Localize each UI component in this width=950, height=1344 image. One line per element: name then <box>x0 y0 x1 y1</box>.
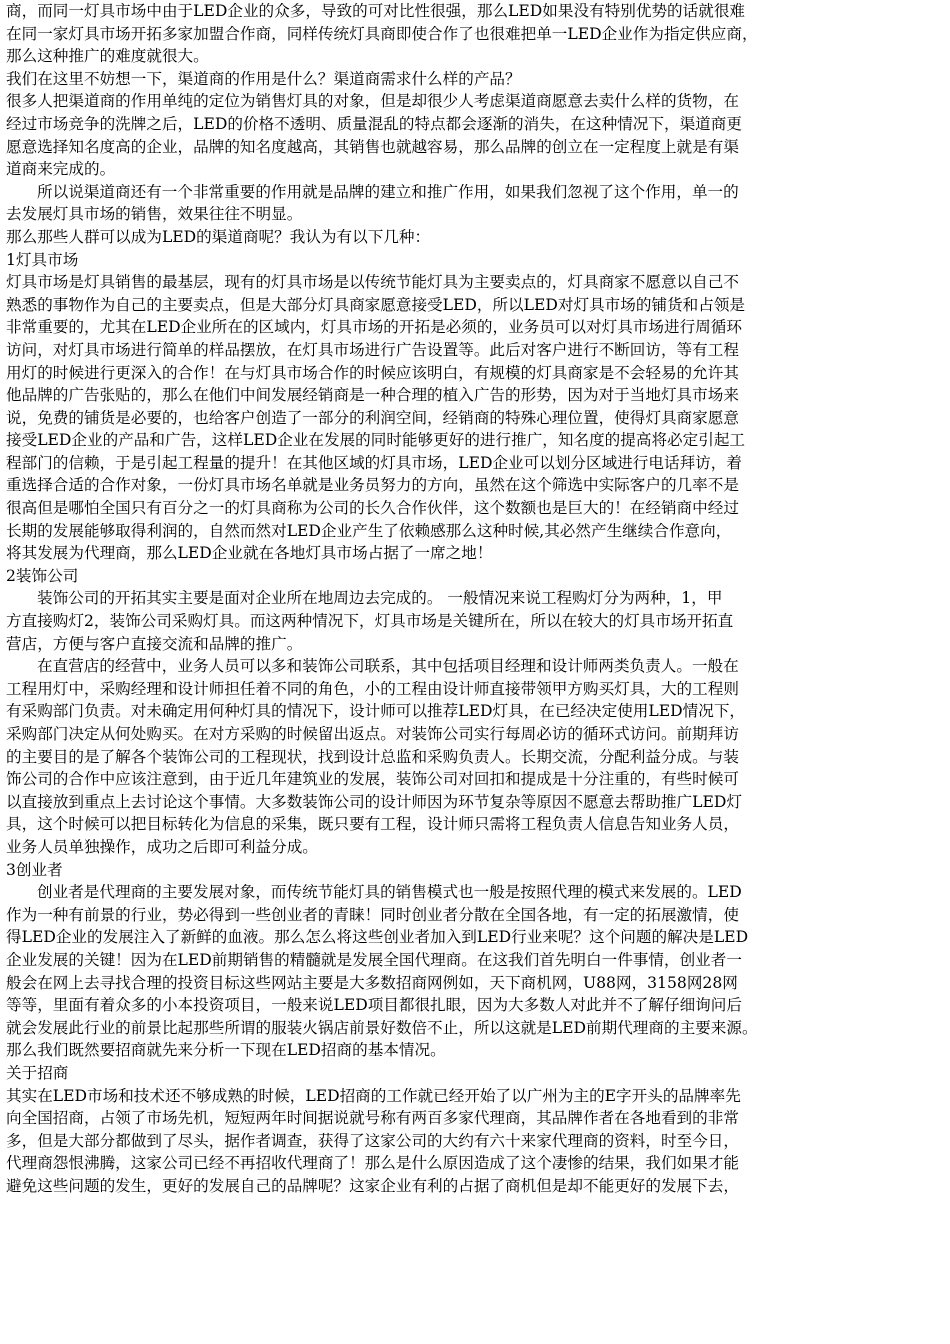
text-line: 长期的发展能够取得利润的，自然而然对LED企业产生了依赖感那么这种时候,其必然产生继续合作意向， <box>6 521 732 540</box>
text-line: 2装饰公司 <box>6 566 79 585</box>
text-line: 关于招商 <box>6 1063 69 1082</box>
text-line: 程部门的信赖，于是引起工程量的提升！在其他区域的灯具市场，LED企业可以划分区域进行电话拜访，着 <box>6 453 742 472</box>
text-line: 很多人把渠道商的作用单纯的定位为销售灯具的对象，但是却很少人考虑渠道商愿意去卖什么样的货物，在 <box>6 92 739 111</box>
text-line: 商，而同一灯具市场中由于LED企业的众多，导致的可对比性很强，那么LED如果没有特别优势的话就很难 <box>6 2 746 20</box>
text-line: 工程用灯中，采购经理和设计师担任着不同的角色，小的工程由设计师直接带领甲方购买灯具，大的工程则 <box>6 679 739 698</box>
text-line: 我们在这里不妨想一下，渠道商的作用是什么？渠道商需求什么样的产品？ <box>6 69 521 88</box>
text-line: 以直接放到重点上去讨论这个事情。大多数装饰公司的设计师因为环节复杂等原因不愿意去帮助推广LED灯 <box>6 792 742 811</box>
text-line: 接受LED企业的产品和广告，这样LED企业在发展的同时能够更好的进行推广，知名度的提高将必定引起工 <box>6 431 746 450</box>
text-line: 营店，方便与客户直接交流和品牌的推广。 <box>6 634 303 653</box>
text-line: 向全国招商，占领了市场先机，短短两年时间据说就号称有两百多家代理商，其品牌作者在各地看到的非常 <box>6 1109 739 1128</box>
text-line: 方直接购灯2，装饰公司采购灯具。而这两种情况下，灯具市场是关键所在，所以在较大的灯具市场开拓直 <box>6 612 734 631</box>
text-line: 的主要目的是了解各个装饰公司的工程现状，找到设计总监和采购负责人。长期交流，分配利益分成。与装 <box>6 747 739 766</box>
text-line: 去发展灯具市场的销售，效果往往不明显。 <box>6 205 303 224</box>
text-line: 那么那些人群可以成为LED的渠道商呢？我认为有以下几种： <box>6 227 431 246</box>
text-line: 说，免费的铺货是必要的，也给客户创造了一部分的利润空间，经销商的特殊心理位置，使得灯具商家愿意 <box>6 408 739 427</box>
text-line: 得LED企业的发展注入了新鲜的血液。那么怎么将这些创业者加入到LED行业来呢？这个问题的解决是LED <box>6 928 749 947</box>
text-line: 1灯具市场 <box>6 250 79 269</box>
text-line: 在同一家灯具市场开拓多家加盟合作商，同样传统灯具商即使合作了也很难把单一LED企业作为指定供应商， <box>6 24 758 43</box>
text-line: 所以说渠道商还有一个非常重要的作用就是品牌的建立和推广作用，如果我们忽视了这个作用，单一的 <box>37 182 739 201</box>
text-line: 有采购部门负责。对未确定用何种灯具的情况下，设计师可以推荐LED灯具，在已经决定使用LED情况下， <box>6 702 746 721</box>
text-line: 3创业者 <box>6 860 63 879</box>
text-line: 饰公司的合作中应该注意到，由于近几年建筑业的发展，装饰公司对回扣和提成是十分注重的，有些时候可 <box>6 770 739 789</box>
text-line: 他品牌的广告张贴的，那么在他们中间发展经销商是一种合理的植入广告的形势，因为对于当地灯具市场来 <box>6 386 739 405</box>
text-line: 愿意选择知名度高的企业，品牌的知名度越高，其销售也就越容易，那么品牌的创立在一定程度上就是有渠 <box>6 137 739 156</box>
text-line: 装饰公司的开拓其实主要是面对企业所在地周边去完成的。 一般情况来说工程购灯分为两种，1，甲 <box>37 589 723 608</box>
text-line: 避免这些问题的发生，更好的发展自己的品牌呢？这家企业有利的占据了商机但是却不能更好的发展下去， <box>6 1176 739 1195</box>
text-line: 多，但是大部分都做到了尽头，据作者调查，获得了这家公司的大约有六十来家代理商的资料，时至今日， <box>6 1131 739 1150</box>
text-line: 道商来完成的。 <box>6 160 116 179</box>
text-line: 那么我们既然要招商就先来分析一下现在LED招商的基本情况。 <box>6 1041 446 1060</box>
text-line: 代理商怨恨沸腾，这家公司已经不再招收代理商了！那么是什么原因造成了这个凄惨的结果，我们如果才能 <box>6 1154 739 1173</box>
text-line: 重选择合适的合作对象，一份灯具市场名单就是业务员努力的方向，虽然在这个筛选中实际客户的几率不是 <box>6 476 739 495</box>
text-line: 就会发展此行业的前景比起那些所谓的服装火锅店前景好数倍不止，所以这就是LED前期代理商的主要来源。 <box>6 1018 758 1037</box>
text-line: 在直营店的经营中，业务人员可以多和装饰公司联系，其中包括项目经理和设计师两类负责人。一般在 <box>37 657 739 676</box>
text-line: 灯具市场是灯具销售的最基层，现有的灯具市场是以传统节能灯具为主要卖点的，灯具商家不愿意以自己不 <box>6 273 739 292</box>
text-line: 般会在网上去寻找合理的投资目标这些网站主要是大多数招商网例如，天下商机网，U88网，3158网28网 <box>6 973 738 992</box>
text-line: 作为一种有前景的行业，势必得到一些创业者的青睐！同时创业者分散在全国各地，有一定的拓展激情，使 <box>6 905 739 924</box>
text-line: 创业者是代理商的主要发展对象，而传统节能灯具的销售模式也一般是按照代理的模式来发展的。LED <box>37 883 742 902</box>
text-line: 将其发展为代理商，那么LED企业就在各地灯具市场占据了一席之地！ <box>6 544 493 563</box>
text-line: 等等，里面有着众多的小本投资项目，一般来说LED项目都很扎眼，因为大多数人对此并不了解仔细询问后 <box>6 996 742 1015</box>
text-line: 熟悉的事物作为自己的主要卖点，但是大部分灯具商家愿意接受LED，所以LED对灯具市场的铺货和占领是 <box>6 295 746 314</box>
text-line: 经过市场竞争的洗牌之后，LED的价格不透明、质量混乱的特点都会逐渐的消失，在这种情况下，渠道商更 <box>6 114 742 133</box>
text-line: 企业发展的关键！因为在LED前期销售的精髓就是发展全国代理商。在这我们首先明白一件事情，创业者一 <box>6 950 742 969</box>
text-line: 业务人员单独操作，成功之后即可利益分成。 <box>6 837 318 856</box>
text-line: 那么这种推广的难度就很大。 <box>6 47 209 66</box>
text-line: 非常重要的，尤其在LED企业所在的区域内，灯具市场的开拓是必须的，业务员可以对灯具市场进行周循环 <box>6 318 742 337</box>
text-line: 采购部门决定从何处购买。在对方采购的时候留出返点。对装饰公司实行每周必访的循环式访问。前期拜访 <box>6 725 739 743</box>
text-line: 其实在LED市场和技术还不够成熟的时候，LED招商的工作就已经开始了以广州为主的E字开头的品牌率先 <box>6 1086 741 1105</box>
text-line: 具，这个时候可以把目标转化为信息的采集，既只要有工程，设计师只需将工程负责人信息告知业务人员， <box>6 815 739 834</box>
text-line: 访问，对灯具市场进行简单的样品摆放，在灯具市场进行广告设置等。此后对客户进行不断回访，等有工程 <box>6 340 739 359</box>
text-line: 用灯的时候进行更深入的合作！在与灯具市场合作的时候应该明白，有规模的灯具商家是不会轻易的允许其 <box>6 363 739 382</box>
text-line: 很高但是哪怕全国只有百分之一的灯具商称为公司的长久合作伙伴，这个数额也是巨大的！在经销商中经过 <box>6 499 739 518</box>
